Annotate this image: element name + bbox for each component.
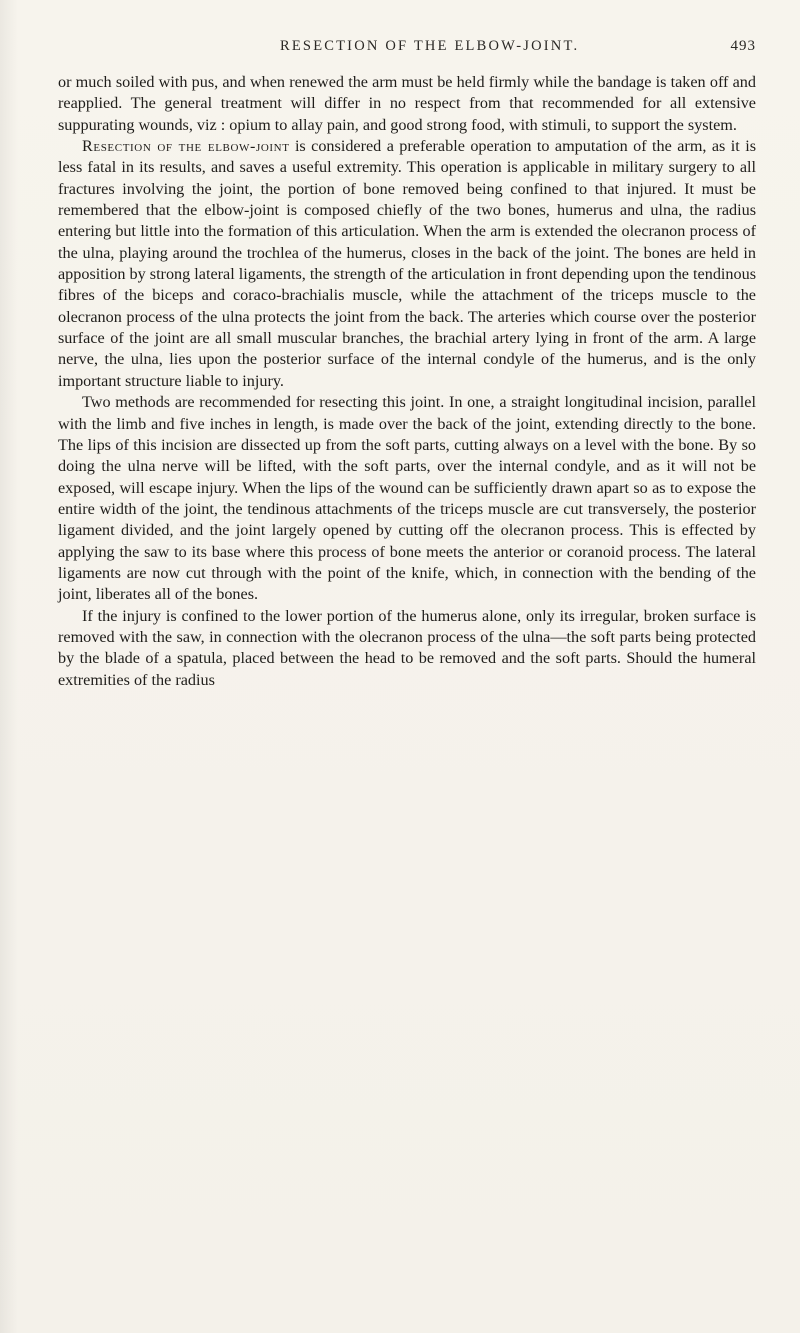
paragraph: [58, 136, 756, 392]
page-header: [58, 38, 756, 72]
paragraph-text: or much soiled with pus, and when renewed the arm must be held firmly while the bandage is taken off and reapplied. The general treatment will differ in no respect from that recommended for all extensive suppurating wounds, viz : opium to allay pain, and good strong food, with stimuli, to support the system.: [58, 73, 756, 134]
paragraph-text: is considered a preferable operation to amputation of the arm, as it is less fatal in its results, and saves a useful extremity. This operation is applicable in military surgery to all fractures involving the joint, the portion of bone removed being confined to that injured. It must be remembered that the elbow-joint is composed chiefly of the two bones, humerus and ulna, the radius entering but little into the formation of this articulation. When the arm is extended the olecranon process of the ulna, playing around the trochlea of the humerus, closes in the back of the joint. The bones are held in apposition by strong lateral ligaments, the strength of the articulation in front depending upon the tendinous fibres of the biceps and coraco-brachialis muscle, while the attachment of the triceps muscle to the olecranon process of the ulna protects the joint from the back. The arteries which course over the posterior surface of the joint are all small muscular branches, the brachial artery lying in front of the arm. A large nerve, the ulna, lies upon the posterior surface of the internal condyle of the humerus, and is the only important structure liable to injury.: [58, 137, 756, 390]
page-body: [58, 72, 756, 691]
paragraph-text: If the injury is confined to the lower portion of the humerus alone, only its irregular, broken surface is removed with the saw, in connection with the olecranon process of the ulna—the soft parts being protected by the blade of a spatula, placed between the head to be removed and the soft parts. Should the humeral extremities of the radius: [58, 606, 756, 689]
paragraph-text: Two methods are recommended for resecting this joint. In one, a straight longitudinal incision, parallel with the limb and five inches in length, is made over the back of the joint, extending directly to the bone. The lips of this incision are dissected up from the soft parts, cutting always on a level with the bone. By so doing the ulna nerve will be lifted, with the soft parts, over the internal condyle, and as it will not be exposed, will escape injury. When the lips of the wound can be sufficiently drawn apart so as to expose the entire width of the joint, the tendinous attachments of the triceps muscle are cut transversely, the posterior ligament divided, and the joint largely opened by cutting off the olecranon process. This is effected by applying the saw to its base where this process of bone meets the anterior or coranoid process. The lateral ligaments are now cut through with the point of the knife, which, in connection with the bending of the joint, liberates all of the bones.: [58, 393, 756, 604]
paragraph: [58, 606, 756, 691]
page-number: 493: [730, 38, 756, 54]
running-head: RESECTION OF THE ELBOW-JOINT.: [280, 38, 580, 54]
section-lead: Resection of the elbow-joint: [82, 137, 290, 156]
paragraph: [58, 72, 756, 136]
paragraph: [58, 392, 756, 605]
